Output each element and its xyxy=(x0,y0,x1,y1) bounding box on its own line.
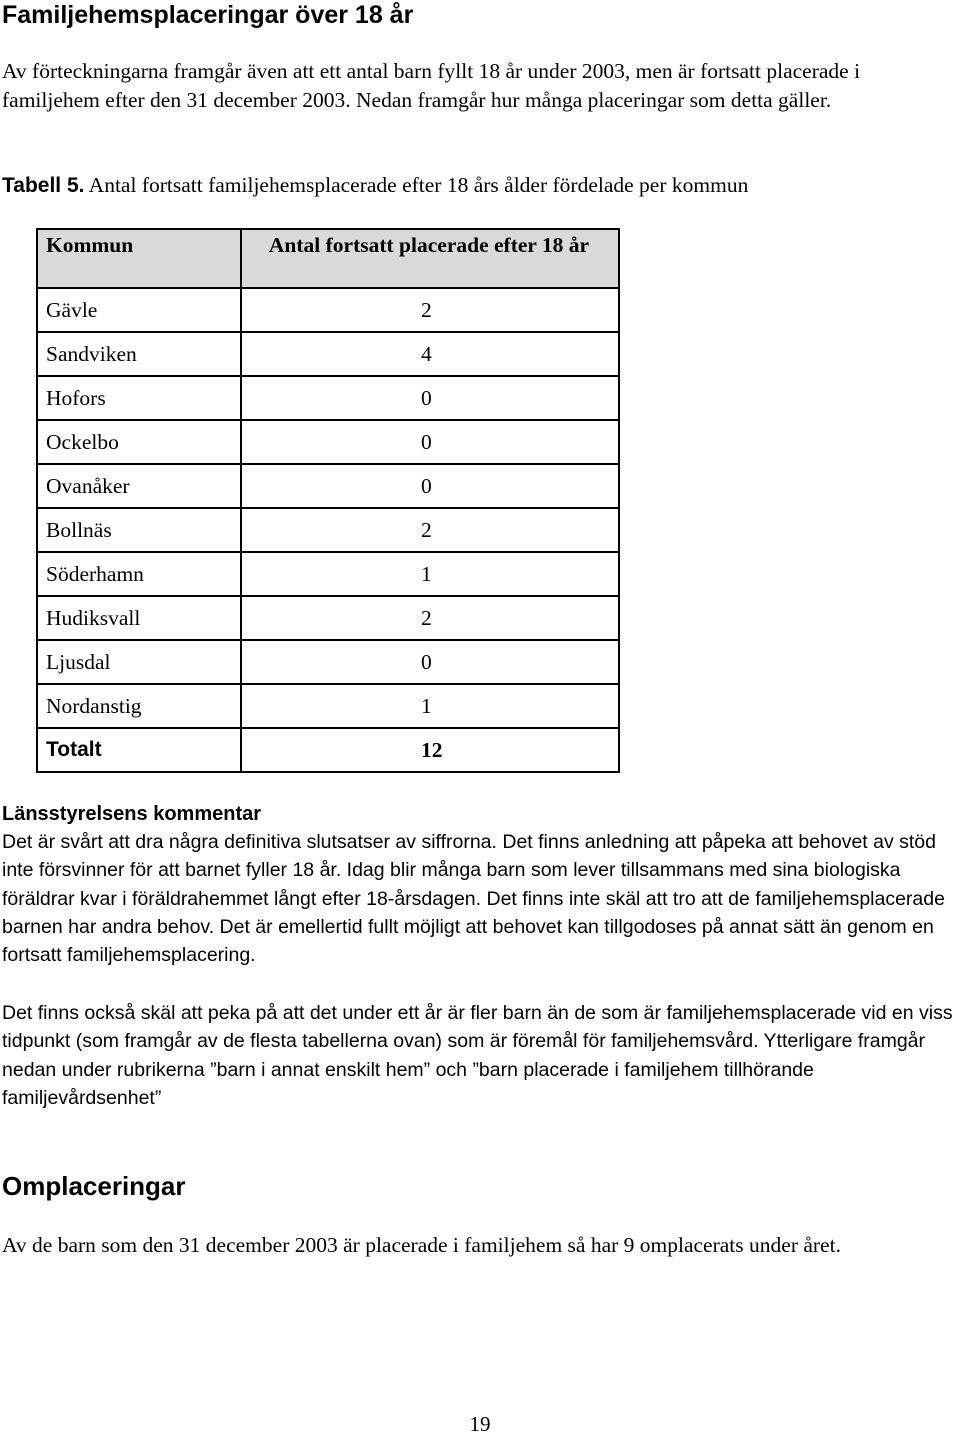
table-row xyxy=(37,420,619,464)
table-row xyxy=(37,552,619,596)
table-cell-kommun: Ovanåker xyxy=(37,464,241,508)
table-cell-antal: 1 xyxy=(241,552,619,596)
table-cell-antal: 0 xyxy=(241,640,619,684)
table-total-label: Totalt xyxy=(37,728,241,772)
omplaceringar-paragraph: Av de barn som den 31 december 2003 är placerade i familjehem så har 9 omplacerats under året. xyxy=(2,1233,841,1257)
table-caption-label: Tabell 5. xyxy=(2,174,85,197)
table-row xyxy=(37,376,619,420)
table-total-value: 12 xyxy=(241,728,619,772)
table-row xyxy=(37,684,619,728)
table-cell-kommun: Ockelbo xyxy=(37,420,241,464)
page-number: 19 xyxy=(469,1412,491,1436)
section-heading-familjehemsplaceringar: Familjehemsplaceringar över 18 år xyxy=(2,1,414,29)
table-cell-antal: 2 xyxy=(241,508,619,552)
table-caption-text: Antal fortsatt familjehemsplacerade efter 18 års ålder fördelade per kommun xyxy=(84,173,749,197)
table-cell-antal: 1 xyxy=(241,684,619,728)
comment-paragraph: Det är svårt att dra några definitiva slutsatser av siffrorna. Det finns anledning att påpeka att behovet av stöd inte försvinner för att barnet fyller 18 år. Idag blir många barn som lever tillsammans med sina biologiska föräldrar kvar i föräldrahemmet långt efter 18-årsdagen. Det finns inte skäl att tro att de familjehemsplacerade barnen har andra behov. Det är emellertid fullt möjligt att behovet kan tillgodoses på annat sätt än genom en fortsatt familjehemsplacering. xyxy=(2,831,945,967)
table-cell-kommun: Nordanstig xyxy=(37,684,241,728)
table-cell-antal: 0 xyxy=(241,464,619,508)
table-cell-antal: 0 xyxy=(241,376,619,420)
comment-paragraph-2: Det finns också skäl att peka på att det under ett år är fler barn än de som är familjehemsplacerade vid en viss tidpunkt (som framgår av de flesta tabellerna ovan) som är föremål för familjehemsvård. Ytterligare framgår nedan under rubrikerna ”barn i annat enskilt hem” och ”barn placerade i familjehem tillhörande familjevårdsenhet” xyxy=(2,1002,953,1109)
table-cell-kommun: Ljusdal xyxy=(37,640,241,684)
table-cell-antal: 0 xyxy=(241,420,619,464)
table-header-row xyxy=(37,229,619,288)
comment-heading: Länsstyrelsens kommentar xyxy=(2,803,262,825)
table-cell-antal: 2 xyxy=(241,288,619,332)
table-row xyxy=(37,464,619,508)
kommun-table xyxy=(36,228,620,773)
table-cell-antal: 4 xyxy=(241,332,619,376)
table-cell-antal: 2 xyxy=(241,596,619,640)
table-cell-kommun: Bollnäs xyxy=(37,508,241,552)
column-header-antal: Antal fortsatt placerade efter 18 år xyxy=(241,229,619,288)
table-cell-kommun: Hofors xyxy=(37,376,241,420)
table-row xyxy=(37,640,619,684)
table-cell-kommun: Hudiksvall xyxy=(37,596,241,640)
table-cell-kommun: Söderhamn xyxy=(37,552,241,596)
table-row xyxy=(37,508,619,552)
section-heading-omplaceringar: Omplaceringar xyxy=(2,1171,186,1201)
table-row xyxy=(37,596,619,640)
table-row xyxy=(37,288,619,332)
intro-paragraph: Av förteckningarna framgår även att ett antal barn fyllt 18 år under 2003, men är fortsatt placerade i familjehem efter den 31 december 2003. Nedan framgår hur många placeringar som detta gäller. xyxy=(2,59,861,112)
table-total-row xyxy=(37,728,619,772)
table-caption xyxy=(2,171,748,200)
table-row xyxy=(37,332,619,376)
column-header-kommun: Kommun xyxy=(37,229,241,288)
table-cell-kommun: Sandviken xyxy=(37,332,241,376)
table-cell-kommun: Gävle xyxy=(37,288,241,332)
